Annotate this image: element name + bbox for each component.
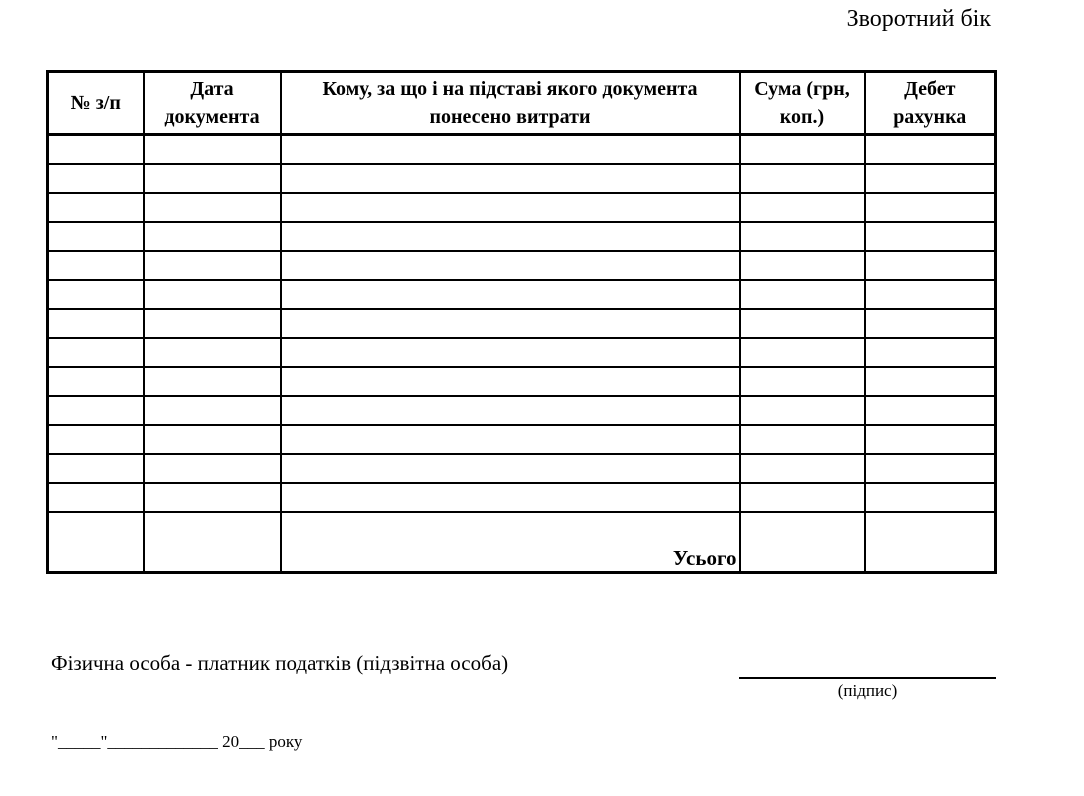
cell-description[interactable]	[281, 425, 740, 454]
signature-caption: (підпис)	[837, 681, 898, 700]
cell-date[interactable]	[144, 164, 281, 193]
cell-debit[interactable]	[865, 483, 996, 512]
cell-number[interactable]	[48, 425, 144, 454]
cell-number[interactable]	[48, 454, 144, 483]
total-row	[48, 512, 996, 573]
date-field: "_____"_____________ 20___ року	[51, 732, 303, 751]
cell-date[interactable]	[144, 454, 281, 483]
cell-description[interactable]	[281, 338, 740, 367]
cell-number[interactable]	[48, 367, 144, 396]
cell-date[interactable]	[144, 483, 281, 512]
cell-amount[interactable]	[740, 309, 865, 338]
cell-number[interactable]	[48, 280, 144, 309]
cell-amount[interactable]	[740, 222, 865, 251]
cell-number[interactable]	[48, 483, 144, 512]
table-row	[48, 280, 996, 309]
cell-number[interactable]	[48, 309, 144, 338]
cell-date[interactable]	[144, 251, 281, 280]
cell-date[interactable]	[144, 367, 281, 396]
cell-debit[interactable]	[865, 338, 996, 367]
cell-debit[interactable]	[865, 425, 996, 454]
cell-amount[interactable]	[740, 338, 865, 367]
total-cell-debit[interactable]	[865, 512, 996, 573]
cell-number[interactable]	[48, 251, 144, 280]
cell-amount[interactable]	[740, 483, 865, 512]
total-label: Усього	[672, 546, 737, 570]
table-row	[48, 483, 996, 512]
cell-debit[interactable]	[865, 309, 996, 338]
table-row	[48, 367, 996, 396]
cell-debit[interactable]	[865, 164, 996, 193]
cell-description[interactable]	[281, 135, 740, 165]
cell-description[interactable]	[281, 367, 740, 396]
table-row	[48, 135, 996, 165]
total-cell-number[interactable]	[48, 512, 144, 573]
cell-date[interactable]	[144, 280, 281, 309]
cell-description[interactable]	[281, 396, 740, 425]
header-amount: Сума (грн, коп.)	[740, 72, 865, 135]
cell-debit[interactable]	[865, 396, 996, 425]
total-cell-date[interactable]	[144, 512, 281, 573]
taxpayer-label: Фізична особа - платник податків (підзвітна особа)	[51, 651, 509, 675]
cell-number[interactable]	[48, 193, 144, 222]
table-row	[48, 454, 996, 483]
cell-amount[interactable]	[740, 193, 865, 222]
cell-debit[interactable]	[865, 454, 996, 483]
cell-amount[interactable]	[740, 164, 865, 193]
cell-date[interactable]	[144, 309, 281, 338]
table-row	[48, 338, 996, 367]
cell-number[interactable]	[48, 396, 144, 425]
table-row	[48, 193, 996, 222]
cell-amount[interactable]	[740, 280, 865, 309]
cell-description[interactable]	[281, 454, 740, 483]
cell-number[interactable]	[48, 338, 144, 367]
cell-date[interactable]	[144, 338, 281, 367]
cell-description[interactable]	[281, 164, 740, 193]
total-cell-description	[281, 512, 740, 573]
cell-description[interactable]	[281, 280, 740, 309]
cell-date[interactable]	[144, 135, 281, 165]
cell-description[interactable]	[281, 251, 740, 280]
cell-amount[interactable]	[740, 135, 865, 165]
cell-description[interactable]	[281, 309, 740, 338]
cell-description[interactable]	[281, 222, 740, 251]
header-account-debit: Дебет рахунка	[865, 72, 996, 135]
cell-amount[interactable]	[740, 367, 865, 396]
cell-debit[interactable]	[865, 193, 996, 222]
cell-amount[interactable]	[740, 425, 865, 454]
table-header-row	[48, 72, 996, 135]
cell-number[interactable]	[48, 164, 144, 193]
cell-date[interactable]	[144, 425, 281, 454]
table-row	[48, 222, 996, 251]
table-row	[48, 396, 996, 425]
total-cell-amount[interactable]	[740, 512, 865, 573]
expense-table	[46, 70, 997, 574]
table-row	[48, 425, 996, 454]
cell-debit[interactable]	[865, 367, 996, 396]
cell-date[interactable]	[144, 222, 281, 251]
cell-description[interactable]	[281, 193, 740, 222]
table-body	[48, 135, 996, 573]
table-row	[48, 251, 996, 280]
signature-line[interactable]	[739, 677, 996, 679]
cell-debit[interactable]	[865, 251, 996, 280]
cell-date[interactable]	[144, 396, 281, 425]
cell-amount[interactable]	[740, 454, 865, 483]
header-number: № з/п	[48, 72, 144, 135]
table-row	[48, 309, 996, 338]
cell-date[interactable]	[144, 193, 281, 222]
header-expense-description: Кому, за що і на підставі якого документа понесено витрати	[281, 72, 740, 135]
page-side-label: Зворотний бік	[846, 6, 991, 32]
cell-debit[interactable]	[865, 222, 996, 251]
table-row	[48, 164, 996, 193]
cell-amount[interactable]	[740, 396, 865, 425]
cell-number[interactable]	[48, 222, 144, 251]
cell-debit[interactable]	[865, 280, 996, 309]
cell-debit[interactable]	[865, 135, 996, 165]
cell-number[interactable]	[48, 135, 144, 165]
header-document-date: Дата документа	[144, 72, 281, 135]
cell-description[interactable]	[281, 483, 740, 512]
cell-amount[interactable]	[740, 251, 865, 280]
